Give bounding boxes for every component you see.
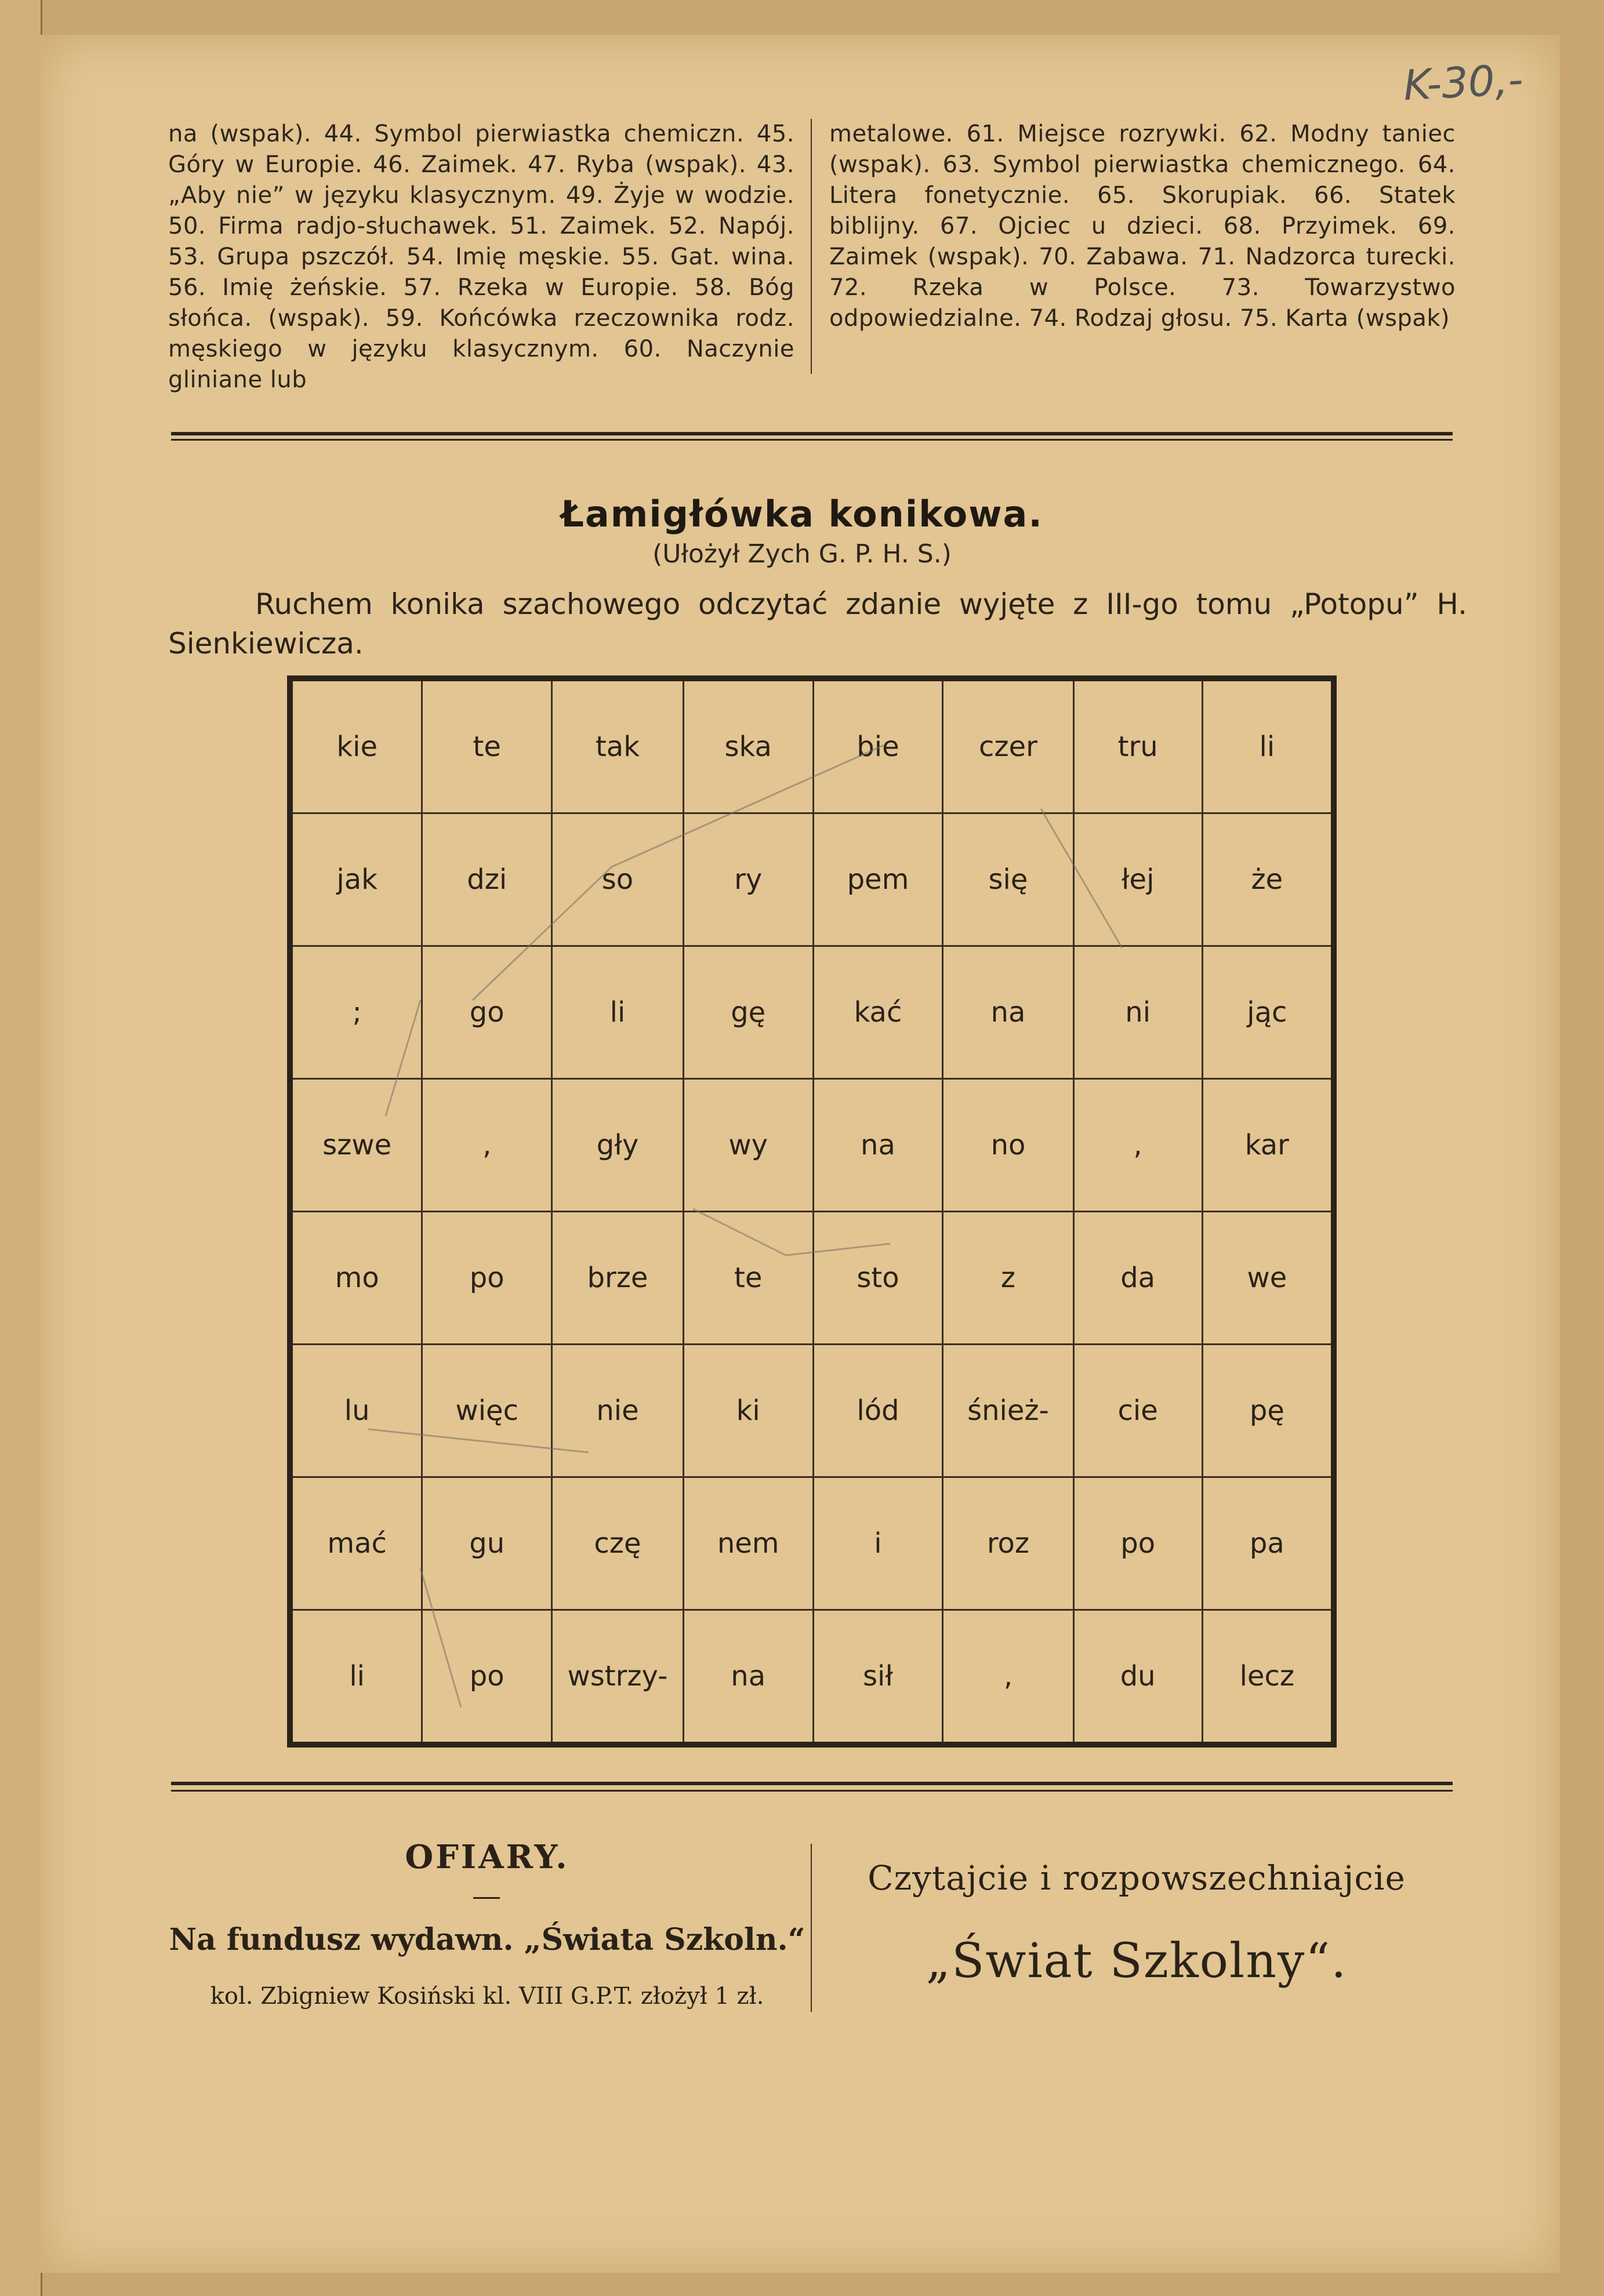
- grid-cell: ,: [943, 1610, 1073, 1745]
- grid-cell: mo: [290, 1212, 422, 1345]
- section-rule-bottom-2: [171, 1790, 1453, 1792]
- crossword-clues-right: metalowe. 61. Miejsce rozrywki. 62. Modny taniec (wspak). 63. Symbol pierwiastka chemicznego. 64. Litera fonetycznie. 65. Skorupiak. 66. Statek biblijny. 67. Ojciec u dzieci. 68. Przyimek. 69. Zaimek (wspak). 70. Zabawa. 71. Nadzorca turecki. 72. Rzeka w Polsce. 73. Towarzystwo odpowiedzialne. 74. Rodzaj głosu. 75. Karta (wspak): [829, 121, 1456, 332]
- grid-cell: bie: [813, 678, 943, 813]
- donations-title: OFIARY.: [405, 1838, 569, 1876]
- grid-cell: so: [552, 813, 684, 946]
- grid-cell: ry: [683, 813, 813, 946]
- grid-cell: na: [683, 1610, 813, 1745]
- grid-cell: roz: [943, 1477, 1073, 1610]
- grid-cell: lu: [290, 1345, 422, 1477]
- grid-cell: po: [422, 1212, 552, 1345]
- puzzle-title: Łamigłówka konikowa.: [561, 493, 1043, 535]
- grid-cell: gu: [422, 1477, 552, 1610]
- grid-cell: no: [943, 1079, 1073, 1212]
- grid-cell: na: [943, 946, 1073, 1079]
- grid-cell: z: [943, 1212, 1073, 1345]
- grid-row: [290, 678, 1334, 813]
- grid-row: [290, 1212, 1334, 1345]
- grid-cell: że: [1202, 813, 1334, 946]
- grid-cell: li: [290, 1610, 422, 1745]
- grid-cell: więc: [422, 1345, 552, 1477]
- grid-cell: we: [1202, 1212, 1334, 1345]
- grid-cell: pem: [813, 813, 943, 946]
- grid-cell: ,: [422, 1079, 552, 1212]
- section-rule-top-2: [171, 439, 1453, 441]
- grid-row: [290, 1477, 1334, 1610]
- grid-cell: kie: [290, 678, 422, 813]
- grid-cell: łej: [1073, 813, 1202, 946]
- grid-cell: lód: [813, 1345, 943, 1477]
- grid-cell: da: [1073, 1212, 1202, 1345]
- grid-row: [290, 946, 1334, 1079]
- grid-cell: czer: [943, 678, 1073, 813]
- knight-puzzle-grid: [287, 675, 1337, 1748]
- grid-cell: ni: [1073, 946, 1202, 1079]
- grid-cell: kać: [813, 946, 943, 1079]
- grid-cell: ,: [1073, 1079, 1202, 1212]
- section-rule-top-1: [171, 432, 1453, 435]
- grid-cell: po: [1073, 1477, 1202, 1610]
- grid-cell: szwe: [290, 1079, 422, 1212]
- grid-cell: się: [943, 813, 1073, 946]
- grid-cell: gę: [683, 946, 813, 1079]
- grid-cell: jąc: [1202, 946, 1334, 1079]
- grid-cell: sto: [813, 1212, 943, 1345]
- promo-line: Czytajcie i rozpowszechniajcie: [868, 1858, 1406, 1898]
- grid-cell: wstrzy-: [552, 1610, 684, 1745]
- puzzle-author: (Ułożył Zych G. P. H. S.): [652, 539, 952, 569]
- column-divider: [811, 119, 812, 374]
- grid-cell: tru: [1073, 678, 1202, 813]
- grid-cell: brze: [552, 1212, 684, 1345]
- grid-cell: li: [552, 946, 684, 1079]
- grid-cell: te: [683, 1212, 813, 1345]
- grid-cell: pę: [1202, 1345, 1334, 1477]
- grid-cell: kar: [1202, 1079, 1334, 1212]
- section-rule-bottom-1: [171, 1782, 1453, 1785]
- grid-cell: po: [422, 1610, 552, 1745]
- grid-cell: na: [813, 1079, 943, 1212]
- grid-cell: du: [1073, 1610, 1202, 1745]
- grid-cell: ki: [683, 1345, 813, 1477]
- archive-mark: K-30,-: [1402, 55, 1525, 110]
- bottom-column-divider: [811, 1844, 812, 2012]
- grid-cell: cie: [1073, 1345, 1202, 1477]
- donations-fund: Na fundusz wydawn. „Świata Szkoln.“: [169, 1922, 805, 1957]
- grid-cell: nie: [552, 1345, 684, 1477]
- grid-cell: czę: [552, 1477, 684, 1610]
- donations-entry: kol. Zbigniew Kosiński kl. VIII G.P.T. złożył 1 zł.: [210, 1983, 764, 2010]
- grid-row: [290, 1345, 1334, 1477]
- grid-cell: dzi: [422, 813, 552, 946]
- grid-cell: śnież-: [943, 1345, 1073, 1477]
- previous-page-edge: [0, 0, 42, 2296]
- grid-row: [290, 1610, 1334, 1745]
- grid-cell: gły: [552, 1079, 684, 1212]
- grid-cell: go: [422, 946, 552, 1079]
- puzzle-instruction: Ruchem konika szachowego odczytać zdanie wyjęte z III-go tomu „Potopu” H. Sienkiewicza.: [168, 587, 1467, 660]
- grid-cell: te: [422, 678, 552, 813]
- crossword-clues-left: na (wspak). 44. Symbol pierwiastka chemiczn. 45. Góry w Europie. 46. Zaimek. 47. Ryba (wspak). 43. „Aby nie” w języku klasycznym. 49. Żyje w wodzie. 50. Firma radjo-słuchawek. 51. Zaimek. 52. Napój. 53. Grupa pszczół. 54. Imię męskie. 55. Gat. wina. 56. Imię żeńskie. 57. Rzeka w Europie. 58. Bóg słońca. (wspak). 59. Końcówka rzeczownika rodz. męskiego w języku klasycznym. 60. Naczynie gliniane lub: [168, 121, 794, 393]
- grid-row: [290, 813, 1334, 946]
- promo-magazine-name: „Świat Szkolny“.: [926, 1934, 1348, 1989]
- grid-cell: mać: [290, 1477, 422, 1610]
- grid-cell: sił: [813, 1610, 943, 1745]
- grid-cell: li: [1202, 678, 1334, 813]
- grid-row: [290, 1079, 1334, 1212]
- grid-cell: lecz: [1202, 1610, 1334, 1745]
- grid-cell: i: [813, 1477, 943, 1610]
- grid-cell: nem: [683, 1477, 813, 1610]
- grid-cell: tak: [552, 678, 684, 813]
- grid-cell: wy: [683, 1079, 813, 1212]
- grid-cell: pa: [1202, 1477, 1334, 1610]
- grid-cell: ska: [683, 678, 813, 813]
- grid-cell: ;: [290, 946, 422, 1079]
- donations-dash: [473, 1897, 500, 1899]
- grid-cell: jak: [290, 813, 422, 946]
